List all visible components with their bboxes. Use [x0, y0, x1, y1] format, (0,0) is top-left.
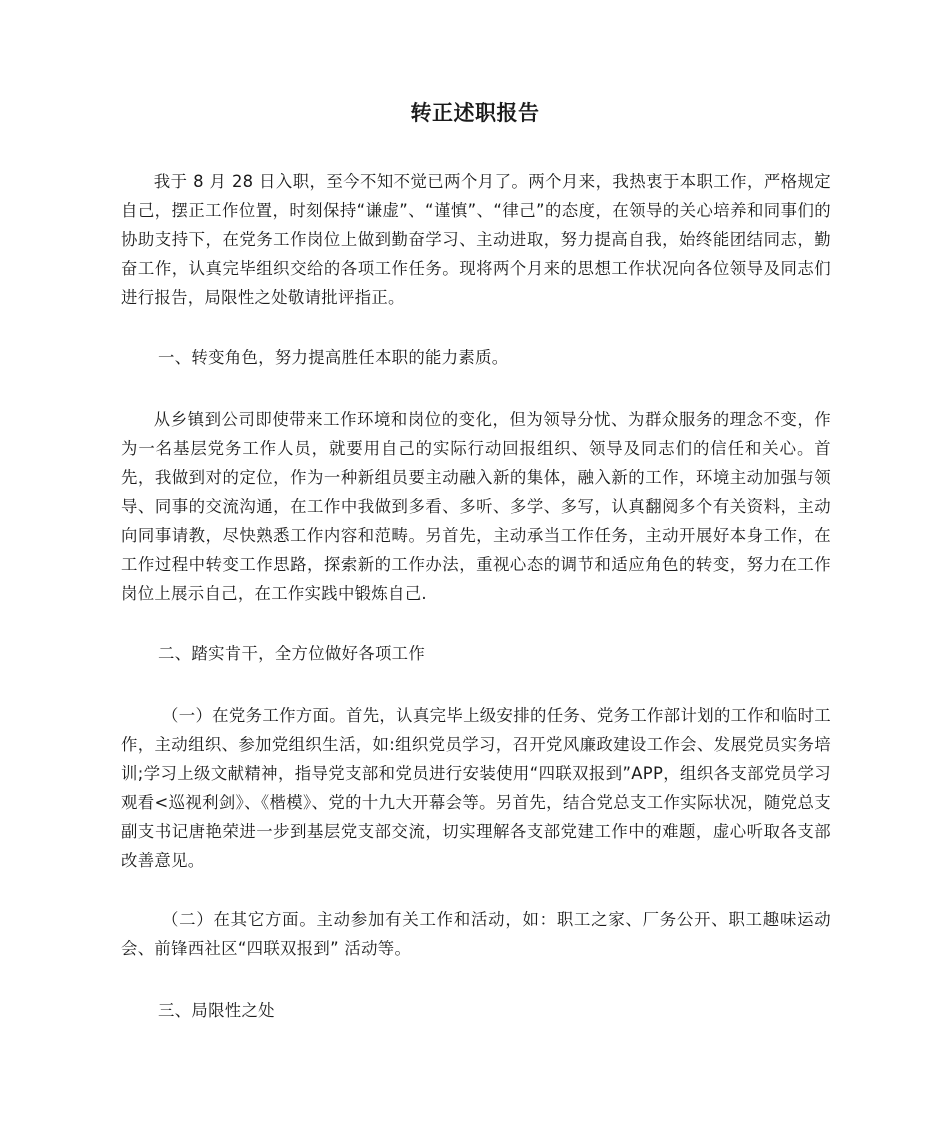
section-1-body: 从乡镇到公司即使带来工作环境和岗位的变化，但为领导分忧、为群众服务的理念不变，作为一名基层党务工作人员，就要用自己的实际行动回报组织、领导及同志们的信任和关心。首先，我做到对的定位，作为一种新组员要主动融入新的集体，融入新的工作，环境主动加强与领导、同事的交流沟通，在工作中我做到多看、多听、多学、多写，认真翻阅多个有关资料，主动向同事请教，尽快熟悉工作内容和范畴。另首先，主动承当工作任务，主动开展好本身工作，在工作过程中转变工作思路，探索新的工作办法，重视心态的调节和适应角色的转变，努力在工作岗位上展示自己，在工作实践中锻炼自己. — [121, 410, 831, 603]
section-2-item-2: （二）在其它方面。主动参加有关工作和活动，如：职工之家、厂务公开、职工趣味运动会、前锋西社区“四联双报到” 活动等。 — [121, 910, 831, 958]
document-title: 转正述职报告 — [410, 101, 540, 125]
section-heading-1: 一、转变角色，努力提高胜任本职的能力素质。 — [158, 348, 509, 367]
intro-paragraph: 我于 8 月 28 日入职，至今不知不觉已两个月了。两个月来，我热衷于本职工作，严格规定自己，摆正工作位置，时刻保持“谦虚”、“谨慎”、“律己”的态度，在领导的关心培养和同事们的协助支持下，在党务工作岗位上做到勤奋学习、主动进取，努力提高自我，始终能团结同志，勤奋工作，认真完毕组织交给的各项工作任务。现将两个月来的思想工作状况向各位领导及同志们进行报告，局限性之处敬请批评指正。 — [121, 172, 831, 307]
section-2-item-1: （一）在党务工作方面。首先，认真完毕上级安排的任务、党务工作部计划的工作和临时工作，主动组织、参加党组织生活，如:组织党员学习，召开党风廉政建设工作会、发展党员实务培训;学习上级文献精神，指导党支部和党员进行安装使用“四联双报到”APP，组织各支部党员学习观看<巡视利剑》、《楷模》、党的十九大开幕会等。另首先，结合党总支工作实际状况，随党总支副支书记唐艳荣进一步到基层党支部交流，切实理解各支部党建工作中的难题，虚心听取各支部改善意见。 — [121, 706, 831, 870]
section-heading-3: 三、局限性之处 — [158, 1001, 275, 1020]
section-heading-2: 二、踏实肯干，全方位做好各项工作 — [158, 644, 426, 663]
